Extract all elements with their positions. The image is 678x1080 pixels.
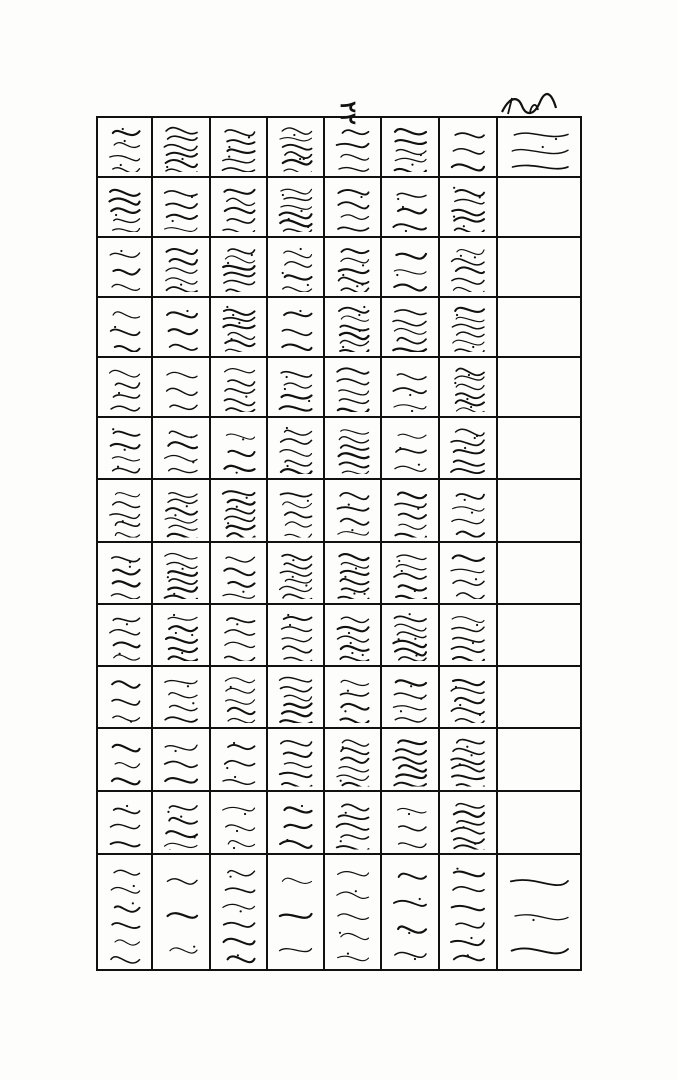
- table-cell: [380, 667, 438, 729]
- table-cell: [151, 605, 209, 667]
- table-cell: [438, 418, 496, 480]
- table-cell: [323, 729, 380, 792]
- table-cell: [151, 543, 209, 605]
- table-cell: [209, 667, 266, 729]
- table-cell: [380, 298, 438, 358]
- handwritten-text-icon: [161, 611, 201, 661]
- table-cell: [380, 358, 438, 418]
- table-cell: [323, 118, 380, 178]
- handwritten-text-icon: [448, 486, 488, 537]
- table-cell: [438, 238, 496, 298]
- table-cell: [96, 118, 151, 178]
- table-cell: [323, 605, 380, 667]
- handwritten-text-icon: [448, 798, 488, 849]
- handwritten-text-icon: [161, 424, 201, 474]
- table-cell: [96, 298, 151, 358]
- handwritten-text-icon: [448, 735, 488, 786]
- table-cell: [496, 238, 580, 298]
- handwritten-text-icon: [276, 424, 315, 474]
- handwritten-text-icon: [276, 861, 315, 965]
- handwritten-text-icon: [161, 124, 201, 172]
- table-cell: [209, 118, 266, 178]
- handwritten-text-icon: [219, 611, 258, 661]
- table-cell: [496, 178, 580, 238]
- table-row: [96, 541, 580, 605]
- handwritten-text-icon: [333, 244, 372, 292]
- table-cell: [209, 418, 266, 480]
- table-cell: [266, 792, 323, 855]
- handwritten-text-icon: [219, 798, 258, 849]
- handwritten-text-icon: [106, 184, 143, 232]
- header-calligraphy-icon: [500, 92, 558, 118]
- handwritten-text-icon: [106, 124, 143, 172]
- handwritten-text-icon: [333, 549, 372, 599]
- table-cell: [96, 418, 151, 480]
- table-cell: [209, 543, 266, 605]
- handwritten-text-icon: [219, 673, 258, 723]
- table-cell: [496, 605, 580, 667]
- handwritten-text-icon: [106, 611, 143, 661]
- table-cell: [266, 855, 323, 971]
- handwritten-text-icon: [333, 424, 372, 474]
- table-cell: [151, 418, 209, 480]
- handwritten-text-icon: [448, 244, 488, 292]
- table-cell: [323, 667, 380, 729]
- table-cell: [323, 358, 380, 418]
- table-cell: [380, 543, 438, 605]
- handwritten-text-icon: [161, 244, 201, 292]
- handwritten-text-icon: [390, 364, 430, 412]
- table-cell: [151, 667, 209, 729]
- handwritten-text-icon: [333, 611, 372, 661]
- table-cell: [323, 792, 380, 855]
- handwritten-text-icon: [219, 424, 258, 474]
- handwritten-text-icon: [448, 124, 488, 172]
- table-cell: [96, 358, 151, 418]
- table-cell: [151, 480, 209, 543]
- table-cell: [96, 729, 151, 792]
- table-cell: [96, 238, 151, 298]
- table-cell: [496, 667, 580, 729]
- table-cell: [209, 358, 266, 418]
- table-cell: [380, 792, 438, 855]
- handwritten-text-icon: [448, 304, 488, 352]
- handwritten-text-icon: [390, 735, 430, 786]
- table-cell: [438, 855, 496, 971]
- table-cell: [496, 480, 580, 543]
- handwritten-text-icon: [448, 611, 488, 661]
- handwritten-text-icon: [390, 304, 430, 352]
- table-cell: [266, 605, 323, 667]
- table-cell: [380, 480, 438, 543]
- handwritten-text-icon: [219, 124, 258, 172]
- table-cell: [380, 238, 438, 298]
- table-cell: [96, 480, 151, 543]
- handwritten-text-icon: [390, 549, 430, 599]
- handwritten-text-icon: [390, 798, 430, 849]
- table-row: [96, 727, 580, 792]
- handwritten-text-icon: [333, 861, 372, 965]
- handwritten-text-icon: [390, 486, 430, 537]
- handwritten-text-icon: [106, 486, 143, 537]
- table-cell: [496, 358, 580, 418]
- table-cell: [266, 298, 323, 358]
- table-cell: [438, 358, 496, 418]
- table-cell: [323, 298, 380, 358]
- table-cell: [151, 792, 209, 855]
- handwritten-text-icon: [161, 798, 201, 849]
- table-cell: [438, 298, 496, 358]
- table-cell: [209, 480, 266, 543]
- handwritten-text-icon: [448, 424, 488, 474]
- table-cell: [266, 358, 323, 418]
- manuscript-table: [96, 116, 582, 971]
- table-cell: [496, 418, 580, 480]
- handwritten-text-icon: [276, 673, 315, 723]
- table-cell: [438, 118, 496, 178]
- table-cell: [380, 605, 438, 667]
- table-cell: [266, 118, 323, 178]
- table-cell: [151, 238, 209, 298]
- table-cell: [323, 855, 380, 971]
- table-cell: [323, 238, 380, 298]
- table-cell: [209, 298, 266, 358]
- handwritten-text-icon: [333, 364, 372, 412]
- table-cell: [438, 667, 496, 729]
- table-cell: [438, 792, 496, 855]
- handwritten-text-icon: [333, 735, 372, 786]
- table-cell: [96, 605, 151, 667]
- table-cell: [151, 178, 209, 238]
- table-cell: [209, 238, 266, 298]
- table-cell: [438, 480, 496, 543]
- handwritten-text-icon: [448, 364, 488, 412]
- table-cell: [266, 667, 323, 729]
- table-row: [96, 478, 580, 543]
- handwritten-text-icon: [106, 424, 143, 474]
- handwritten-text-icon: [161, 673, 201, 723]
- handwritten-text-icon: [161, 735, 201, 786]
- table-cell: [496, 543, 580, 605]
- handwritten-text-icon: [106, 861, 143, 965]
- table-cell: [151, 729, 209, 792]
- table-cell: [438, 729, 496, 792]
- handwritten-text-icon: [276, 184, 315, 232]
- handwritten-text-icon: [106, 364, 143, 412]
- handwritten-text-icon: [161, 364, 201, 412]
- handwritten-text-icon: [276, 124, 315, 172]
- table-cell: [380, 178, 438, 238]
- table-row: [96, 116, 580, 178]
- handwritten-text-icon: [506, 861, 572, 965]
- table-cell: [380, 729, 438, 792]
- handwritten-text-icon: [106, 673, 143, 723]
- table-cell: [496, 118, 580, 178]
- table-cell: [380, 855, 438, 971]
- table-cell: [209, 605, 266, 667]
- handwritten-text-icon: [106, 304, 143, 352]
- handwritten-text-icon: [390, 424, 430, 474]
- handwritten-text-icon: [161, 304, 201, 352]
- table-row: [96, 416, 580, 480]
- table-cell: [496, 855, 580, 971]
- handwritten-text-icon: [333, 304, 372, 352]
- table-cell: [209, 178, 266, 238]
- table-cell: [380, 118, 438, 178]
- handwritten-text-icon: [161, 861, 201, 965]
- handwritten-text-icon: [276, 304, 315, 352]
- handwritten-text-icon: [448, 861, 488, 965]
- handwritten-text-icon: [219, 184, 258, 232]
- table-cell: [438, 178, 496, 238]
- table-cell: [266, 480, 323, 543]
- handwritten-text-icon: [276, 735, 315, 786]
- handwritten-text-icon: [219, 861, 258, 965]
- table-row: [96, 236, 580, 298]
- handwritten-text-icon: [448, 673, 488, 723]
- table-cell: [266, 543, 323, 605]
- handwritten-text-icon: [276, 798, 315, 849]
- handwritten-text-icon: [219, 304, 258, 352]
- table-cell: [323, 178, 380, 238]
- table-cell: [496, 298, 580, 358]
- table-cell: [151, 358, 209, 418]
- table-row: [96, 176, 580, 238]
- handwritten-text-icon: [333, 673, 372, 723]
- table-row: [96, 790, 580, 855]
- table-cell: [96, 178, 151, 238]
- table-cell: [96, 855, 151, 971]
- table-cell: [266, 238, 323, 298]
- table-cell: [151, 855, 209, 971]
- table-cell: [96, 792, 151, 855]
- handwritten-text-icon: [106, 798, 143, 849]
- table-cell: [209, 855, 266, 971]
- handwritten-text-icon: [390, 124, 430, 172]
- table-cell: [438, 605, 496, 667]
- handwritten-text-icon: [219, 735, 258, 786]
- handwritten-text-icon: [219, 549, 258, 599]
- table-row: [96, 356, 580, 418]
- table-cell: [380, 418, 438, 480]
- table-cell: [438, 543, 496, 605]
- table-cell: [496, 792, 580, 855]
- handwritten-text-icon: [276, 549, 315, 599]
- table-row: [96, 665, 580, 729]
- table-cell: [151, 298, 209, 358]
- handwritten-text-icon: [390, 184, 430, 232]
- handwritten-text-icon: [219, 244, 258, 292]
- table-cell: [266, 729, 323, 792]
- table-cell: [96, 667, 151, 729]
- handwritten-text-icon: [333, 124, 372, 172]
- table-cell: [323, 418, 380, 480]
- table-cell: [209, 729, 266, 792]
- handwritten-text-icon: [333, 486, 372, 537]
- handwritten-text-icon: [106, 244, 143, 292]
- handwritten-text-icon: [390, 244, 430, 292]
- handwritten-text-icon: [276, 244, 315, 292]
- page-number: ٢٢: [334, 101, 361, 125]
- handwritten-text-icon: [276, 486, 315, 537]
- handwritten-text-icon: [106, 735, 143, 786]
- table-cell: [96, 543, 151, 605]
- table-row: [96, 296, 580, 358]
- table-cell: [151, 118, 209, 178]
- handwritten-text-icon: [161, 486, 201, 537]
- table-cell: [323, 480, 380, 543]
- table-row: [96, 853, 580, 971]
- handwritten-text-icon: [276, 611, 315, 661]
- handwritten-text-icon: [333, 798, 372, 849]
- handwritten-text-icon: [448, 184, 488, 232]
- table-cell: [323, 543, 380, 605]
- handwritten-text-icon: [219, 364, 258, 412]
- handwritten-text-icon: [448, 549, 488, 599]
- table-cell: [266, 178, 323, 238]
- handwritten-text-icon: [390, 861, 430, 965]
- table-cell: [266, 418, 323, 480]
- handwritten-text-icon: [161, 549, 201, 599]
- handwritten-text-icon: [276, 364, 315, 412]
- handwritten-text-icon: [390, 673, 430, 723]
- handwritten-text-icon: [333, 184, 372, 232]
- handwritten-text-icon: [219, 486, 258, 537]
- table-cell: [209, 792, 266, 855]
- table-cell: [496, 729, 580, 792]
- table-row: [96, 603, 580, 667]
- handwritten-text-icon: [106, 549, 143, 599]
- handwritten-text-icon: [390, 611, 430, 661]
- handwritten-text-icon: [506, 124, 572, 172]
- handwritten-text-icon: [161, 184, 201, 232]
